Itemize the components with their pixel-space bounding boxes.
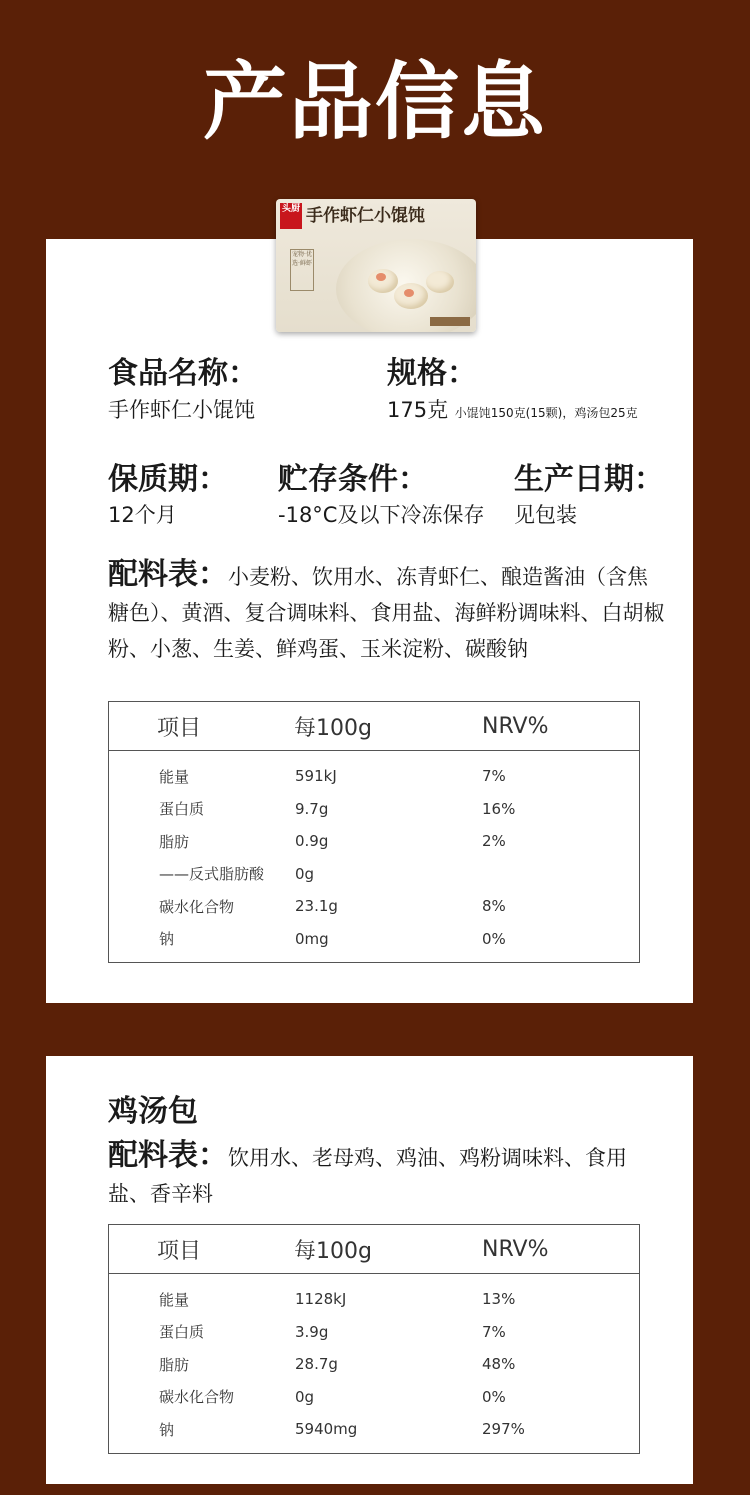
nutrient-amount: 9.7g <box>295 799 329 818</box>
header-per-100g: 每100g <box>294 702 476 751</box>
nutrient-name: 蛋白质 <box>159 800 205 819</box>
nutrient-name: 碳水化合物 <box>159 1388 235 1407</box>
nutrient-name: 能量 <box>159 1290 190 1309</box>
shrimp-illustration <box>376 273 386 281</box>
production-date-label: 生产日期： <box>514 462 664 497</box>
storage-value: -18°C及以下冷冻保存 <box>278 503 485 527</box>
table-row <box>109 858 640 891</box>
spec-value-line <box>387 396 638 427</box>
soup-pack-title: 鸡汤包 <box>108 1094 198 1129</box>
package-title: 手作虾仁小馄饨 <box>306 206 425 226</box>
nutrient-name: 脂肪 <box>159 1355 190 1374</box>
header-item: 项目 <box>109 702 295 751</box>
header-nrv: NRV% <box>476 1225 640 1274</box>
table-row <box>109 751 640 793</box>
nutrient-nrv: 7% <box>482 767 506 786</box>
name-label: 食品名称： <box>108 356 258 391</box>
nutrient-name: 脂肪 <box>159 832 190 851</box>
nutrient-amount: 0g <box>295 864 315 883</box>
nutrient-name: 蛋白质 <box>159 1323 205 1342</box>
spec-label: 规格： <box>387 356 477 391</box>
shrimp-illustration <box>404 289 414 297</box>
nutrient-amount: 591kJ <box>295 767 337 786</box>
package-seal: 宠物·优选·鲜虾 <box>290 249 314 291</box>
nutrient-amount: 0.9g <box>295 832 329 851</box>
table-row <box>109 793 640 826</box>
table-header-row <box>109 702 640 751</box>
nutrient-nrv: 16% <box>482 799 516 818</box>
table-row <box>109 1316 640 1349</box>
ingredients-value: 小麦粉、饮用水、冻青虾仁、酿造酱油（含焦糖色）、黄酒、复合调味料、食用盐、海鲜粉调味料、白胡椒粉、小葱、生姜、鲜鸡蛋、玉米淀粉、碳酸钠 <box>108 565 665 661</box>
spec-detail: 小馄饨150克(15颗)，鸡汤包25克 <box>454 406 638 420</box>
brand-logo: 头厨 <box>280 203 302 229</box>
nutrient-nrv: 48% <box>482 1355 516 1374</box>
nutrient-nrv: 8% <box>482 897 506 916</box>
table-row <box>109 1381 640 1414</box>
ingredients-block <box>108 557 668 667</box>
table-row <box>109 825 640 858</box>
nutrient-nrv: 0% <box>482 1387 506 1406</box>
table-row <box>109 890 640 923</box>
soup-ingredients-label: 配料表： <box>108 1138 228 1173</box>
nutrient-name: 钠 <box>159 1420 175 1439</box>
nutrient-nrv: 13% <box>482 1290 516 1309</box>
header-nrv: NRV% <box>476 702 640 751</box>
product-package-image <box>276 199 476 332</box>
soup-nutrition-table <box>108 1224 640 1454</box>
nutrient-amount: 0mg <box>295 929 329 948</box>
nutrient-name: ——反式脂肪酸 <box>159 865 265 884</box>
nutrient-nrv <box>476 858 640 891</box>
nutrient-name: 碳水化合物 <box>159 897 235 916</box>
nutrient-nrv: 7% <box>482 1322 506 1341</box>
nutrient-amount: 3.9g <box>295 1322 329 1341</box>
nutrient-amount: 28.7g <box>295 1355 338 1374</box>
name-value: 手作虾仁小馄饨 <box>108 398 255 422</box>
storage-label: 贮存条件： <box>278 462 428 497</box>
soup-ingredients-block <box>108 1138 668 1212</box>
ingredients-label: 配料表： <box>108 557 228 592</box>
nutrient-nrv: 0% <box>482 929 506 948</box>
nutrient-nrv: 2% <box>482 832 506 851</box>
production-date-value: 见包装 <box>514 503 577 527</box>
wonton-illustration <box>426 271 454 293</box>
soup-ingredients-value: 饮用水、老母鸡、鸡油、鸡粉调味料、食用盐、香辛料 <box>108 1146 627 1206</box>
nutrient-nrv: 297% <box>482 1420 525 1439</box>
table-row <box>109 1348 640 1381</box>
table-row <box>109 1274 640 1316</box>
table-row <box>109 1413 640 1453</box>
shelf-life-value: 12个月 <box>108 503 177 527</box>
shelf-life-label: 保质期： <box>108 462 228 497</box>
header-per-100g: 每100g <box>294 1225 476 1274</box>
table-header-row <box>109 1225 640 1274</box>
table-row <box>109 923 640 963</box>
header-item: 项目 <box>109 1225 295 1274</box>
nutrient-name: 能量 <box>159 767 190 786</box>
package-weight-tag <box>430 317 470 326</box>
spec-value: 175克 <box>387 398 449 422</box>
nutrient-amount: 1128kJ <box>295 1290 347 1309</box>
nutrient-name: 钠 <box>159 930 175 949</box>
nutrition-table <box>108 701 640 963</box>
nutrient-amount: 5940mg <box>295 1420 358 1439</box>
nutrient-amount: 23.1g <box>295 897 338 916</box>
page-title: 产品信息 <box>202 53 547 151</box>
nutrient-amount: 0g <box>295 1387 315 1406</box>
